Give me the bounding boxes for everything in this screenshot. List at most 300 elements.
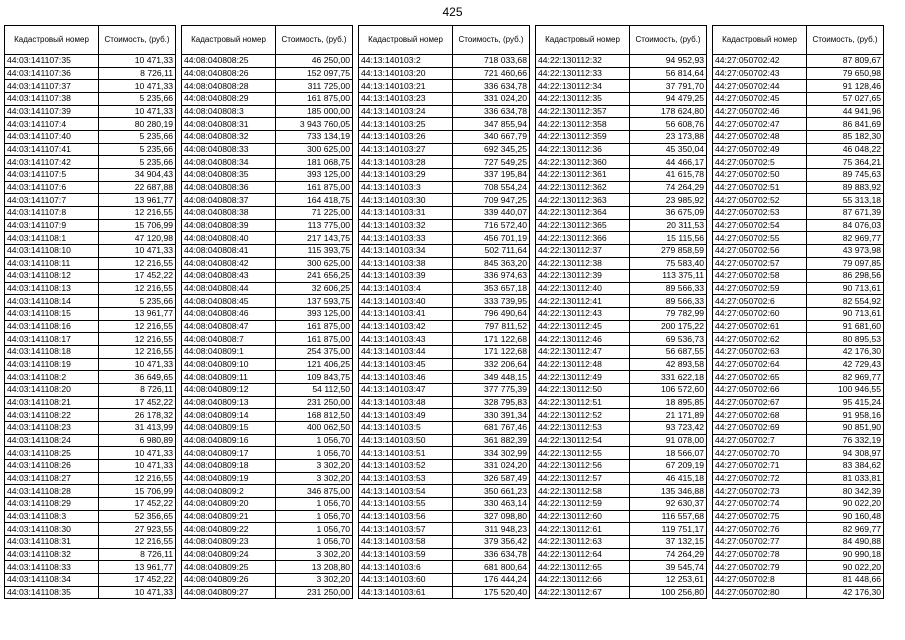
- cadastral-number-cell: 44:03:141108:29: [5, 497, 99, 510]
- cadastral-number-cell: 44:08:040808:44: [182, 282, 276, 295]
- cadastral-number-cell: 44:22:130112:40: [536, 282, 630, 295]
- table-row: [5, 130, 176, 143]
- table-row: [536, 358, 707, 371]
- cost-cell: 300 625,00: [276, 257, 353, 270]
- table-row: [359, 130, 530, 143]
- cost-cell: 39 545,74: [630, 561, 707, 574]
- header-cost: Стоимость, (руб.): [99, 26, 176, 55]
- cadastral-number-cell: 44:22:130112:56: [536, 460, 630, 473]
- table-row: [5, 80, 176, 93]
- table-row: [713, 257, 884, 270]
- cadastral-number-cell: 44:03:141107:38: [5, 92, 99, 105]
- cadastral-number-cell: 44:13:140103:31: [359, 206, 453, 219]
- cost-cell: 75 364,21: [807, 156, 884, 169]
- cadastral-number-cell: 44:13:140103:4: [359, 282, 453, 295]
- cost-cell: 79 097,85: [807, 257, 884, 270]
- cadastral-number-cell: 44:03:141108:12: [5, 270, 99, 283]
- cadastral-number-cell: 44:13:140103:49: [359, 409, 453, 422]
- table-row: [713, 308, 884, 321]
- cadastral-number-cell: 44:13:140103:38: [359, 257, 453, 270]
- cadastral-number-cell: 44:27:050702:64: [713, 358, 807, 371]
- cost-cell: 692 345,25: [453, 143, 530, 156]
- table-row: [536, 371, 707, 384]
- table-block: [535, 25, 707, 618]
- table-row: [713, 497, 884, 510]
- cadastral-number-cell: 44:13:140103:20: [359, 67, 453, 80]
- cost-cell: 681 800,64: [453, 561, 530, 574]
- table-row: [359, 333, 530, 346]
- table-row: [713, 573, 884, 586]
- table-row: [182, 434, 353, 447]
- table-row: [182, 447, 353, 460]
- cost-cell: 17 452,22: [99, 270, 176, 283]
- cadastral-number-cell: 44:03:141107:4: [5, 118, 99, 131]
- cadastral-number-cell: 44:27:050702:73: [713, 485, 807, 498]
- table-row: [536, 92, 707, 105]
- cadastral-number-cell: 44:22:130112:58: [536, 485, 630, 498]
- cadastral-number-cell: 44:22:130112:37: [536, 244, 630, 257]
- cost-cell: 82 969,77: [807, 371, 884, 384]
- cost-cell: 15 706,99: [99, 485, 176, 498]
- cost-cell: 176 444,24: [453, 573, 530, 586]
- table-row: [713, 67, 884, 80]
- cadastral-number-cell: 44:27:050702:49: [713, 143, 807, 156]
- cadastral-number-cell: 44:03:141108:10: [5, 244, 99, 257]
- table-row: [713, 460, 884, 473]
- cost-cell: 161 875,00: [276, 333, 353, 346]
- table-row: [713, 333, 884, 346]
- table-block: [358, 25, 530, 618]
- cost-cell: 300 625,00: [276, 143, 353, 156]
- table-row: [713, 118, 884, 131]
- cost-cell: 10 471,33: [99, 358, 176, 371]
- table-row: [5, 181, 176, 194]
- table-row: [182, 118, 353, 131]
- table-row: [5, 371, 176, 384]
- cost-cell: 79 782,99: [630, 308, 707, 321]
- table-row: [536, 409, 707, 422]
- table-row: [359, 371, 530, 384]
- cadastral-number-cell: 44:08:040809:12: [182, 384, 276, 397]
- table-row: [182, 409, 353, 422]
- cadastral-number-cell: 44:27:050702:56: [713, 244, 807, 257]
- cost-cell: 217 143,75: [276, 232, 353, 245]
- cadastral-number-cell: 44:13:140103:2: [359, 55, 453, 68]
- cadastral-number-cell: 44:08:040808:46: [182, 308, 276, 321]
- cost-cell: 91 958,16: [807, 409, 884, 422]
- cadastral-number-cell: 44:22:130112:35: [536, 92, 630, 105]
- cost-cell: 12 216,55: [99, 472, 176, 485]
- cost-cell: 361 882,39: [453, 434, 530, 447]
- cost-cell: 93 723,42: [630, 422, 707, 435]
- cost-cell: 46 048,22: [807, 143, 884, 156]
- header-cadastral-number: Кадастровый номер: [713, 26, 807, 55]
- cost-cell: 74 264,29: [630, 181, 707, 194]
- cost-cell: 12 216,55: [99, 320, 176, 333]
- cost-cell: 37 791,70: [630, 80, 707, 93]
- cadastral-number-cell: 44:08:040808:28: [182, 80, 276, 93]
- table-row: [536, 257, 707, 270]
- cost-cell: 8 726,11: [99, 384, 176, 397]
- table-row: [359, 181, 530, 194]
- cadastral-number-cell: 44:13:140103:33: [359, 232, 453, 245]
- cadastral-number-cell: 44:27:050702:6: [713, 295, 807, 308]
- table-row: [713, 346, 884, 359]
- header-cadastral-number: Кадастровый номер: [182, 26, 276, 55]
- table-row: [536, 320, 707, 333]
- table-row: [359, 535, 530, 548]
- cadastral-number-cell: 44:08:040809:14: [182, 409, 276, 422]
- cost-cell: 115 393,75: [276, 244, 353, 257]
- cadastral-number-cell: 44:22:130112:360: [536, 156, 630, 169]
- cost-cell: 845 363,20: [453, 257, 530, 270]
- table-row: [359, 206, 530, 219]
- cost-cell: 27 923,55: [99, 523, 176, 536]
- cadastral-number-cell: 44:08:040808:26: [182, 67, 276, 80]
- cost-cell: 55 313,18: [807, 194, 884, 207]
- table-row: [359, 219, 530, 232]
- table-row: [5, 295, 176, 308]
- cost-cell: 311 725,00: [276, 80, 353, 93]
- cost-cell: 116 557,68: [630, 510, 707, 523]
- cost-cell: 42 176,30: [807, 586, 884, 599]
- table-row: [713, 548, 884, 561]
- table-row: [182, 396, 353, 409]
- table-block: [4, 25, 176, 618]
- table-row: [5, 358, 176, 371]
- cadastral-number-cell: 44:27:050702:62: [713, 333, 807, 346]
- table-row: [182, 194, 353, 207]
- cadastral-number-cell: 44:22:130112:55: [536, 447, 630, 460]
- cadastral-number-cell: 44:08:040808:29: [182, 92, 276, 105]
- table-row: [359, 143, 530, 156]
- cadastral-number-cell: 44:22:130112:49: [536, 371, 630, 384]
- cadastral-number-cell: 44:03:141108:18: [5, 346, 99, 359]
- cost-cell: 95 415,24: [807, 396, 884, 409]
- cadastral-number-cell: 44:08:040809:18: [182, 460, 276, 473]
- table-row: [182, 523, 353, 536]
- cadastral-number-cell: 44:13:140103:56: [359, 510, 453, 523]
- table-row: [536, 396, 707, 409]
- cost-cell: 47 120,98: [99, 232, 176, 245]
- cost-cell: 84 490,88: [807, 535, 884, 548]
- cost-cell: 90 022,20: [807, 497, 884, 510]
- cost-cell: 22 687,88: [99, 181, 176, 194]
- table-row: [5, 219, 176, 232]
- table-row: [536, 206, 707, 219]
- table-row: [5, 118, 176, 131]
- table-row: [182, 295, 353, 308]
- cost-cell: 331 622,18: [630, 371, 707, 384]
- cadastral-number-cell: 44:22:130112:48: [536, 358, 630, 371]
- cost-cell: 90 713,61: [807, 308, 884, 321]
- cost-cell: 31 413,99: [99, 422, 176, 435]
- cadastral-number-cell: 44:27:050702:47: [713, 118, 807, 131]
- cost-cell: 106 572,60: [630, 384, 707, 397]
- cost-cell: 164 418,75: [276, 194, 353, 207]
- cadastral-number-cell: 44:03:141108:33: [5, 561, 99, 574]
- cadastral-number-cell: 44:13:140103:60: [359, 573, 453, 586]
- cost-cell: 89 745,63: [807, 168, 884, 181]
- cost-cell: 89 566,33: [630, 282, 707, 295]
- cost-cell: 71 225,00: [276, 206, 353, 219]
- cadastral-number-cell: 44:22:130112:43: [536, 308, 630, 321]
- table-row: [713, 130, 884, 143]
- table-row: [536, 384, 707, 397]
- cadastral-number-cell: 44:13:140103:54: [359, 485, 453, 498]
- cadastral-number-cell: 44:08:040808:3: [182, 105, 276, 118]
- cost-cell: 8 726,11: [99, 67, 176, 80]
- cadastral-number-cell: 44:13:140103:24: [359, 105, 453, 118]
- table-row: [5, 308, 176, 321]
- cost-cell: 90 022,20: [807, 561, 884, 574]
- cadastral-number-cell: 44:03:141108:3: [5, 510, 99, 523]
- cadastral-number-cell: 44:13:140103:52: [359, 460, 453, 473]
- table-row: [5, 333, 176, 346]
- cadastral-number-cell: 44:22:130112:39: [536, 270, 630, 283]
- cost-cell: 10 471,33: [99, 105, 176, 118]
- cost-cell: 17 452,22: [99, 573, 176, 586]
- table-row: [536, 333, 707, 346]
- cost-cell: 13 208,80: [276, 561, 353, 574]
- table-row: [359, 295, 530, 308]
- cadastre-table: [181, 25, 353, 599]
- cadastral-number-cell: 44:08:040809:13: [182, 396, 276, 409]
- cost-cell: 5 235,66: [99, 130, 176, 143]
- table-row: [713, 92, 884, 105]
- cost-cell: 327 098,80: [453, 510, 530, 523]
- table-row: [359, 586, 530, 599]
- cadastral-number-cell: 44:13:140103:43: [359, 333, 453, 346]
- cadastral-number-cell: 44:22:130112:63: [536, 535, 630, 548]
- table-row: [713, 447, 884, 460]
- cadastral-number-cell: 44:08:040808:32: [182, 130, 276, 143]
- table-row: [713, 295, 884, 308]
- cost-cell: 5 235,66: [99, 156, 176, 169]
- cost-cell: 36 649,65: [99, 371, 176, 384]
- cadastral-number-cell: 44:03:141108:31: [5, 535, 99, 548]
- cost-cell: 34 904,43: [99, 168, 176, 181]
- cadastral-number-cell: 44:08:040808:31: [182, 118, 276, 131]
- cadastral-number-cell: 44:08:040809:20: [182, 497, 276, 510]
- cost-cell: 400 062,50: [276, 422, 353, 435]
- cost-cell: 178 624,80: [630, 105, 707, 118]
- table-block: [181, 25, 353, 618]
- cadastral-number-cell: 44:13:140103:58: [359, 535, 453, 548]
- cost-cell: 10 471,33: [99, 55, 176, 68]
- cadastral-number-cell: 44:13:140103:51: [359, 447, 453, 460]
- cadastral-number-cell: 44:27:050702:51: [713, 181, 807, 194]
- table-row: [536, 548, 707, 561]
- cost-cell: 91 681,60: [807, 320, 884, 333]
- cadastral-number-cell: 44:22:130112:36: [536, 143, 630, 156]
- cadastral-number-cell: 44:08:040808:35: [182, 168, 276, 181]
- header-cost: Стоимость, (руб.): [807, 26, 884, 55]
- cadastre-table: [4, 25, 176, 599]
- cadastral-number-cell: 44:22:130112:46: [536, 333, 630, 346]
- cost-cell: 331 024,20: [453, 92, 530, 105]
- table-row: [713, 244, 884, 257]
- cost-cell: 718 033,68: [453, 55, 530, 68]
- table-row: [359, 510, 530, 523]
- cost-cell: 1 056,70: [276, 535, 353, 548]
- table-row: [713, 168, 884, 181]
- table-row: [713, 320, 884, 333]
- table-row: [713, 510, 884, 523]
- cost-cell: 41 615,78: [630, 168, 707, 181]
- cost-cell: 347 855,94: [453, 118, 530, 131]
- cadastral-number-cell: 44:27:050702:69: [713, 422, 807, 435]
- cadastral-number-cell: 44:22:130112:54: [536, 434, 630, 447]
- cost-cell: 3 302,20: [276, 548, 353, 561]
- cadastral-number-cell: 44:08:040808:34: [182, 156, 276, 169]
- cadastral-number-cell: 44:03:141108:34: [5, 573, 99, 586]
- cadastral-number-cell: 44:08:040809:17: [182, 447, 276, 460]
- cost-cell: 311 948,23: [453, 523, 530, 536]
- table-row: [5, 409, 176, 422]
- cadastral-number-cell: 44:22:130112:358: [536, 118, 630, 131]
- table-row: [359, 434, 530, 447]
- table-row: [5, 67, 176, 80]
- cost-cell: 456 701,19: [453, 232, 530, 245]
- cost-cell: 1 056,70: [276, 447, 353, 460]
- table-row: [5, 447, 176, 460]
- table-row: [182, 358, 353, 371]
- cadastral-number-cell: 44:08:040808:38: [182, 206, 276, 219]
- cost-cell: 94 952,93: [630, 55, 707, 68]
- cost-cell: 42 893,58: [630, 358, 707, 371]
- cost-cell: 57 027,65: [807, 92, 884, 105]
- cadastral-number-cell: 44:13:140103:59: [359, 548, 453, 561]
- cost-cell: 56 608,76: [630, 118, 707, 131]
- table-row: [182, 497, 353, 510]
- cadastral-number-cell: 44:13:140103:21: [359, 80, 453, 93]
- table-row: [359, 396, 530, 409]
- cadastral-number-cell: 44:22:130112:65: [536, 561, 630, 574]
- table-row: [182, 80, 353, 93]
- table-row: [713, 156, 884, 169]
- cadastral-number-cell: 44:27:050702:60: [713, 308, 807, 321]
- table-row: [536, 244, 707, 257]
- table-row: [713, 358, 884, 371]
- cadastral-number-cell: 44:27:050702:77: [713, 535, 807, 548]
- table-row: [713, 143, 884, 156]
- cadastral-number-cell: 44:13:140103:61: [359, 586, 453, 599]
- table-row: [536, 460, 707, 473]
- cadastral-number-cell: 44:03:141107:7: [5, 194, 99, 207]
- cost-cell: 340 667,79: [453, 130, 530, 143]
- cost-cell: 17 452,22: [99, 396, 176, 409]
- table-row: [5, 535, 176, 548]
- cadastral-number-cell: 44:27:050702:57: [713, 257, 807, 270]
- cost-cell: 21 171,89: [630, 409, 707, 422]
- cost-cell: 119 751,17: [630, 523, 707, 536]
- cost-cell: 86 298,56: [807, 270, 884, 283]
- table-row: [359, 282, 530, 295]
- cadastral-number-cell: 44:08:040808:37: [182, 194, 276, 207]
- cadastral-number-cell: 44:13:140103:57: [359, 523, 453, 536]
- table-row: [182, 333, 353, 346]
- cadastral-number-cell: 44:03:141108:20: [5, 384, 99, 397]
- cadastral-number-cell: 44:03:141107:37: [5, 80, 99, 93]
- table-row: [359, 308, 530, 321]
- table-row: [182, 282, 353, 295]
- cost-cell: 26 178,32: [99, 409, 176, 422]
- table-row: [359, 497, 530, 510]
- table-row: [182, 535, 353, 548]
- table-row: [5, 270, 176, 283]
- table-row: [359, 460, 530, 473]
- cadastral-number-cell: 44:13:140103:6: [359, 561, 453, 574]
- cost-cell: 171 122,68: [453, 333, 530, 346]
- cadastral-number-cell: 44:13:140103:27: [359, 143, 453, 156]
- header-cadastral-number: Кадастровый номер: [5, 26, 99, 55]
- cadastral-number-cell: 44:27:050702:58: [713, 270, 807, 283]
- cost-cell: 175 520,40: [453, 586, 530, 599]
- cadastral-number-cell: 44:13:140103:30: [359, 194, 453, 207]
- cost-cell: 334 302,99: [453, 447, 530, 460]
- cadastral-number-cell: 44:03:141108:22: [5, 409, 99, 422]
- cost-cell: 94 308,97: [807, 447, 884, 460]
- table-row: [536, 270, 707, 283]
- cadastral-number-cell: 44:27:050702:8: [713, 573, 807, 586]
- table-row: [182, 168, 353, 181]
- cadastre-table: [358, 25, 530, 599]
- cadastral-number-cell: 44:13:140103:55: [359, 497, 453, 510]
- table-row: [182, 55, 353, 68]
- cost-cell: 8 726,11: [99, 548, 176, 561]
- cadastral-number-cell: 44:03:141107:36: [5, 67, 99, 80]
- cost-cell: 727 549,25: [453, 156, 530, 169]
- cadastral-number-cell: 44:03:141108:15: [5, 308, 99, 321]
- table-row: [536, 485, 707, 498]
- cadastral-number-cell: 44:08:040809:24: [182, 548, 276, 561]
- cost-cell: 80 895,53: [807, 333, 884, 346]
- cadastral-number-cell: 44:27:050702:59: [713, 282, 807, 295]
- cost-cell: 84 076,03: [807, 219, 884, 232]
- cadastral-number-cell: 44:27:050702:65: [713, 371, 807, 384]
- cost-cell: 336 634,78: [453, 80, 530, 93]
- table-row: [359, 92, 530, 105]
- cost-cell: 346 875,00: [276, 485, 353, 498]
- cost-cell: 36 675,09: [630, 206, 707, 219]
- cadastral-number-cell: 44:03:141108:24: [5, 434, 99, 447]
- cost-cell: 328 795,83: [453, 396, 530, 409]
- cost-cell: 91 078,00: [630, 434, 707, 447]
- cadastral-number-cell: 44:22:130112:364: [536, 206, 630, 219]
- table-row: [536, 168, 707, 181]
- cost-cell: 241 656,25: [276, 270, 353, 283]
- cost-cell: 87 809,67: [807, 55, 884, 68]
- cost-cell: 13 961,77: [99, 308, 176, 321]
- table-row: [359, 523, 530, 536]
- header-cost: Стоимость, (руб.): [630, 26, 707, 55]
- header-cadastral-number: Кадастровый номер: [359, 26, 453, 55]
- cadastral-number-cell: 44:22:130112:57: [536, 472, 630, 485]
- cost-cell: 43 973,98: [807, 244, 884, 257]
- table-row: [5, 206, 176, 219]
- cadastre-table: [535, 25, 707, 599]
- table-row: [5, 282, 176, 295]
- table-block: [712, 25, 884, 618]
- header-cost: Стоимость, (руб.): [453, 26, 530, 55]
- cost-cell: 54 112,50: [276, 384, 353, 397]
- cadastral-number-cell: 44:27:050702:66: [713, 384, 807, 397]
- cadastral-number-cell: 44:27:050702:55: [713, 232, 807, 245]
- table-row: [713, 396, 884, 409]
- table-row: [359, 472, 530, 485]
- cost-cell: 231 250,00: [276, 586, 353, 599]
